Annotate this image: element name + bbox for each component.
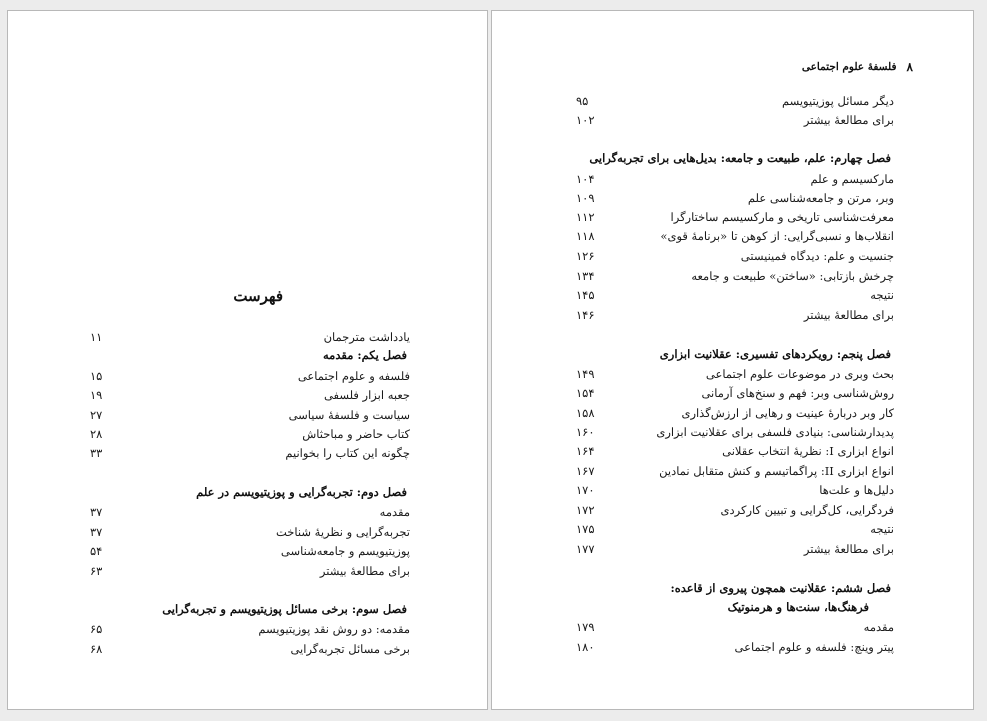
toc-entry: برای مطالعهٔ بيشتر ۶۳ <box>90 564 410 578</box>
toc-entry: فردگرايی، كل‌گرايی و تبيين كاركردی ۱۷۲ <box>576 503 894 517</box>
page-number: ۸ <box>906 60 913 74</box>
toc-entry: برای مطالعهٔ بيشتر ۱۰۲ <box>576 113 894 127</box>
toc-entry: انواع ابزاری I: نظريهٔ انتخاب عقلانی ۱۶۴ <box>576 444 894 458</box>
toc-entry: چرخش بازتابی: «ساختن» طبيعت و جامعه ۱۳۴ <box>576 269 894 283</box>
toc-entry: ماركسيسم و علم ۱۰۴ <box>576 172 894 186</box>
toc-entry: نتيجه ۱۴۵ <box>576 288 894 302</box>
toc-entry: وبر، مرتن و جامعه‌شناسی علم ۱۰۹ <box>576 191 894 205</box>
toc-entry: فلسفه و علوم اجتماعی ۱۵ <box>90 369 410 383</box>
chapter-heading: فصل دوم: تجربه‌گرايی و پوزيتيويسم در علم <box>196 485 407 499</box>
chapter-heading: فصل ششم: عقلانيت همچون پيروی از قاعده: <box>670 581 891 595</box>
running-title: فلسفهٔ علوم اجتماعی <box>801 61 897 73</box>
chapter-heading: فصل چهارم: علم، طبيعت و جامعه: بديل‌هايی برای تجربه‌گرايی <box>589 151 891 165</box>
toc-entry: برخی مسائل تجربه‌گرايی ۶۸ <box>90 642 410 656</box>
toc-entry: تجربه‌گرايی و نظريهٔ شناخت ۳۷ <box>90 525 410 539</box>
toc-title: فهرست <box>233 287 283 305</box>
toc-entry: يادداشت مترجمان ۱۱ <box>90 330 410 344</box>
left-page <box>7 10 488 710</box>
toc-entry: بحث وبری در موضوعات علوم اجتماعی ۱۴۹ <box>576 367 894 381</box>
chapter-heading: فصل يكم: مقدمه <box>323 348 407 362</box>
toc-entry: كتاب حاضر و مباحثاش ۲۸ <box>90 427 410 441</box>
toc-entry: معرفت‌شناسی تاريخی و ماركسيسم ساختارگرا ۱۱۲ <box>576 210 894 224</box>
toc-entry: پديدارشناسی: بنيادی فلسفی برای عقلانيت ابزاری ۱۶۰ <box>576 425 894 439</box>
toc-entry: سياست و فلسفهٔ سياسی ۲۷ <box>90 408 410 422</box>
toc-entry: چگونه اين كتاب را بخوانيم ۳۳ <box>90 446 410 460</box>
right-page <box>491 10 974 710</box>
running-head <box>802 60 913 74</box>
toc-entry: دليل‌ها و علت‌ها ۱۷۰ <box>576 483 894 497</box>
chapter-heading: فصل سوم: برخی مسائل پوزيتيويسم و تجربه‌گرايی <box>162 602 407 616</box>
toc-entry: مقدمه: دو روش نقد پوزيتيويسم ۶۵ <box>90 622 410 636</box>
chapter-heading-subtitle: فرهنگ‌ها، سنت‌ها و هرمنوتيک <box>727 600 869 614</box>
toc-entry: مقدمه ۳۷ <box>90 505 410 519</box>
toc-entry: نتيجه ۱۷۵ <box>576 522 894 536</box>
toc-entry: ديگر مسائل پوزيتيويسم ۹۵ <box>576 94 894 108</box>
toc-entry: مقدمه ۱۷۹ <box>576 620 894 634</box>
toc-entry: پوزيتيويسم و جامعه‌شناسی ۵۴ <box>90 544 410 558</box>
toc-entry: پيتر وينچ: فلسفه و علوم اجتماعی ۱۸۰ <box>576 640 894 654</box>
toc-entry: كار وبر دربارهٔ عينيت و رهايی از ارزش‌گذاری ۱۵۸ <box>576 406 894 420</box>
toc-entry: جعبه ابزار فلسفی ۱۹ <box>90 388 410 402</box>
toc-entry: برای مطالعهٔ بيشتر ۱۷۷ <box>576 542 894 556</box>
toc-entry: انواع ابزاری II: پراگماتيسم و كنش متقابل نمادين ۱۶۷ <box>576 464 894 478</box>
toc-entry: روش‌شناسی وبر: فهم و سنخ‌های آرمانی ۱۵۴ <box>576 386 894 400</box>
toc-entry: جنسيت و علم: ديدگاه فمينيستی ۱۲۶ <box>576 249 894 263</box>
toc-entry: برای مطالعهٔ بيشتر ۱۴۶ <box>576 308 894 322</box>
chapter-heading: فصل پنجم: رويكردهای تفسيری: عقلانيت ابزاری <box>659 347 891 361</box>
toc-entry: انقلاب‌ها و نسبی‌گرايی: از كوهن تا «برنامهٔ قوی» ۱۱۸ <box>576 229 894 243</box>
